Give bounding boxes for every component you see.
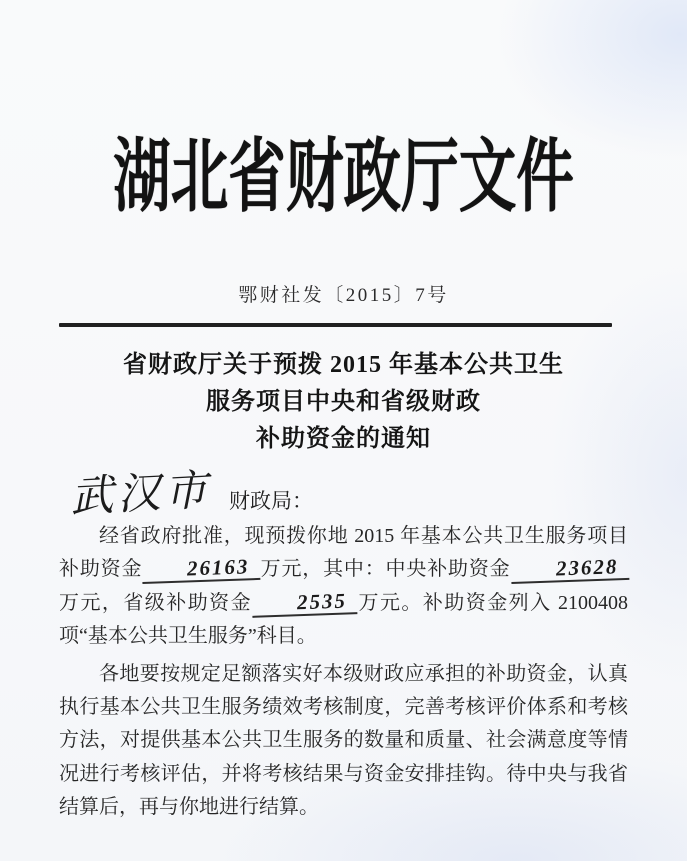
- subject-line-1: 省财政厅关于预拨 2015 年基本公共卫生: [123, 352, 564, 378]
- paragraph-1-text-segment-3: 万元，省级补助资金: [59, 591, 253, 614]
- handwritten-amount-provincial: 2535: [252, 589, 358, 618]
- salutation-line: [70, 460, 313, 521]
- salutation-printed-label: 财政局：: [229, 489, 313, 513]
- subject-line-3: 补助资金的通知: [256, 426, 431, 452]
- body-paragraph-1: [59, 520, 628, 654]
- paragraph-1-text-segment-4: 万元。补助资金列入 2100408 项“基本公共卫生服务”科目。: [59, 591, 629, 648]
- body-paragraph-2: 各地要按规定足额落实好本级财政应承担的补助资金，认真执行基本公共卫生服务绩效考核制度，完善考核评价体系和考核方法，对提供基本公共卫生服务的数量和质量、社会满意度等情况进行考核评估，并将考核结果与资金安排挂钩。待中央与我省结算后，再与你地进行结算。: [59, 662, 628, 819]
- handwritten-amount-total: 26163: [142, 555, 260, 584]
- handwritten-city-name: 武汉市: [69, 467, 213, 522]
- handwritten-amount-central: 23628: [510, 555, 628, 584]
- subject-line-2: 服务项目中央和省级财政: [206, 389, 481, 415]
- masthead-divider-line: [59, 323, 612, 327]
- paragraph-1-text-segment-2: 万元，其中：中央补助资金: [259, 558, 511, 581]
- agency-masthead-title: 湖北省财政厅文件: [113, 134, 574, 222]
- document-subject-title: [0, 347, 687, 458]
- paragraph-1-text-segment-1: 经省政府批准，现预拨你地 2015 年基本公共卫生服务项目补助资金: [59, 525, 628, 581]
- document-reference-number: 鄂财社发〔2015〕7号: [238, 285, 449, 306]
- document-body: [59, 520, 628, 825]
